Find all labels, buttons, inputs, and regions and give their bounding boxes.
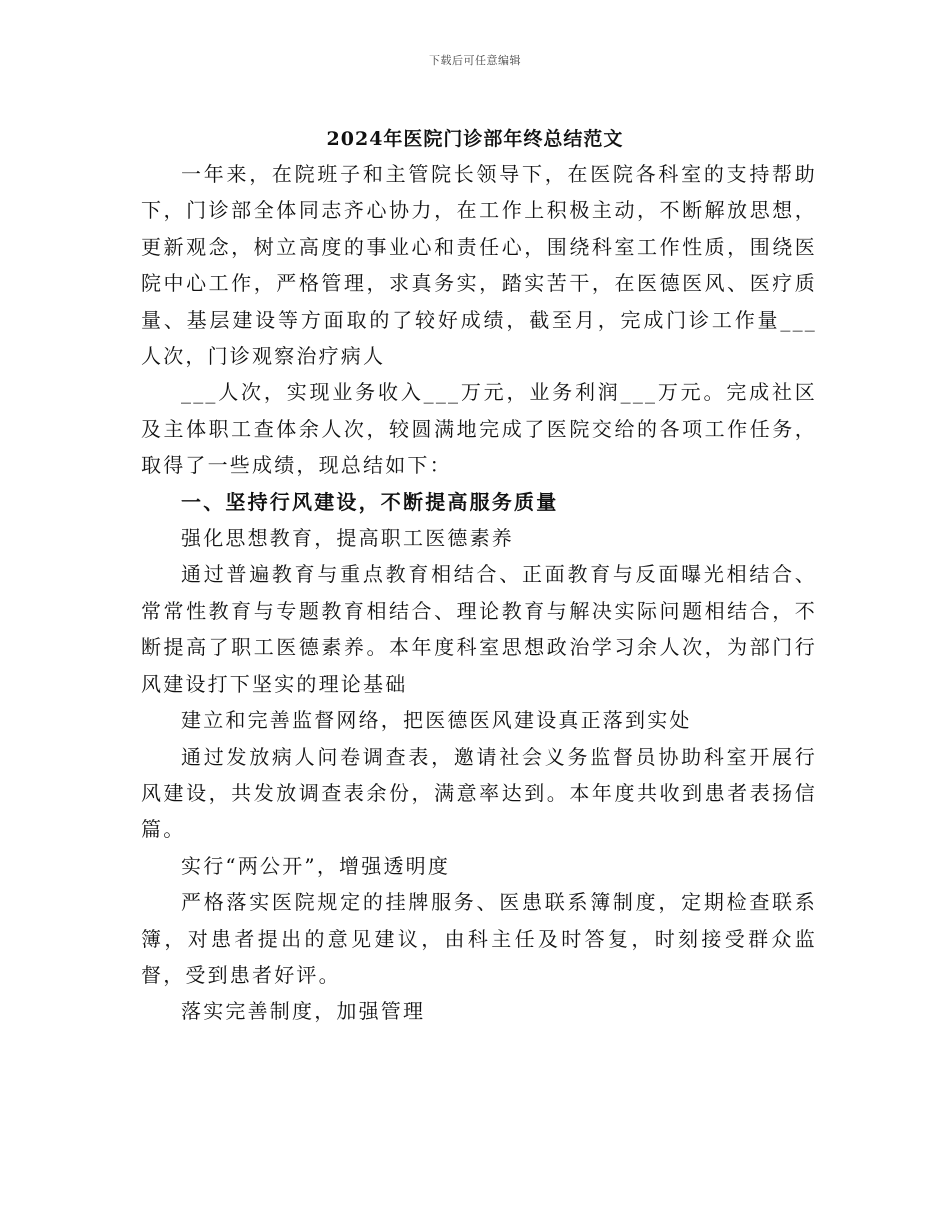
intro-paragraph-1: 一年来，在院班子和主管院长领导下，在医院各科室的支持帮助下，门诊部全体同志齐心协力，在工作上积极主动，不断解放思想，更新观念，树立高度的事业心和责任心，围绕科室工作性质，围绕医院中心工作，严格管理，求真务实，踏实苦干，在医德医风、医疗质量、基层建设等方面取的了较好成绩，截至月，完成门诊工作量___人次，门诊观察治疗病人 — [141, 162, 817, 369]
intro-paragraph-2: ___人次，实现业务收入___万元，业务利润___万元。完成社区及主体职工查体余人次，较圆满地完成了医院交给的各项工作任务，取得了一些成绩，现总结如下： — [141, 380, 817, 478]
section-1-heading: 一、坚持行风建设，不断提高服务质量 — [181, 489, 559, 514]
subsection-2-heading: 建立和完善监督网络，把医德医风建设真正落到实处 — [181, 708, 692, 733]
document-body — [141, 156, 817, 1030]
subsection-3-text: 严格落实医院规定的挂牌服务、医患联系簿制度，定期检查联系簿，对患者提出的意见建议，由科主任及时答复，时刻接受群众监督，受到患者好评。 — [141, 890, 817, 987]
page-header-note: 下载后可任意编辑 — [429, 54, 521, 67]
subsection-2-text: 通过发放病人问卷调查表，邀请社会义务监督员协助科室开展行风建设，共发放调查表余份，满意率达到。本年度共收到患者表扬信篇。 — [141, 744, 817, 842]
subsection-1-text: 通过普遍教育与重点教育相结合、正面教育与反面曝光相结合、常常性教育与专题教育相结合、理论教育与解决实际问题相结合，不断提高了职工医德素养。本年度科室思想政治学习余人次，为部门行风建设打下坚实的理论基础 — [141, 562, 817, 696]
subsection-4-heading: 落实完善制度，加强管理 — [181, 999, 426, 1024]
subsection-3-heading: 实行“两公开”，增强透明度 — [181, 853, 451, 878]
subsection-1-heading: 强化思想教育，提高职工医德素养 — [181, 526, 514, 551]
document-title: 2024年医院门诊部年终总结范文 — [326, 128, 624, 150]
